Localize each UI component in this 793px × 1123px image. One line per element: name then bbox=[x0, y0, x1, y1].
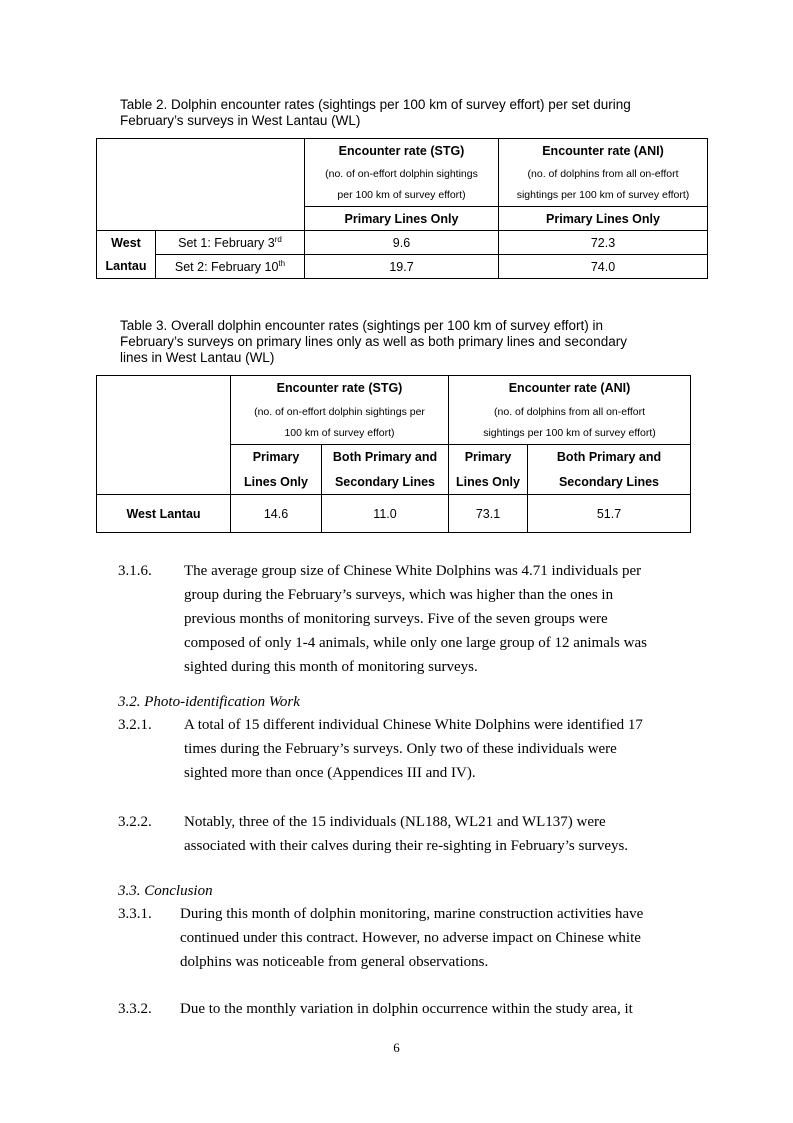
table-row bbox=[97, 231, 708, 255]
table3-stg-primary-value: 14.6 bbox=[231, 495, 322, 533]
table3-ani-sub2: sightings per 100 km of survey effort) bbox=[449, 423, 691, 445]
table2-ani-primary: Primary Lines Only bbox=[499, 207, 708, 231]
paragraph-line: composed of only 1-4 animals, while only one large group of 12 animals was bbox=[184, 635, 647, 651]
table2-ani-sub2: sightings per 100 km of survey effort) bbox=[499, 185, 708, 207]
paragraph-line: During this month of dolphin monitoring, marine construction activities have bbox=[180, 906, 644, 922]
table-row bbox=[97, 255, 708, 279]
paragraph-number: 3.1.6. bbox=[118, 563, 152, 579]
paragraph-line: dolphins was noticeable from general observations. bbox=[180, 954, 489, 970]
paragraph-number: 3.3.1. bbox=[118, 906, 152, 922]
paragraph-line: Due to the monthly variation in dolphin occurrence within the study area, it bbox=[180, 1001, 633, 1017]
table3-ani-sub1: (no. of dolphins from all on-effort bbox=[449, 401, 691, 423]
paragraph-line: previous months of monitoring surveys. Five of the seven groups were bbox=[184, 611, 608, 627]
table3-caption-line1: Table 3. Overall dolphin encounter rates (sightings per 100 km of survey effort) in bbox=[120, 318, 604, 333]
table3-caption-line3: lines in West Lantau (WL) bbox=[120, 350, 275, 365]
table3-ani-primary-line2: Lines Only bbox=[449, 470, 528, 495]
paragraph-line: associated with their calves during their re-sighting in February’s surveys. bbox=[184, 838, 629, 854]
table2-stg-primary: Primary Lines Only bbox=[305, 207, 499, 231]
table2-area-lantau: Lantau bbox=[97, 255, 156, 279]
table3-caption-line2: February’s surveys on primary lines only as well as both primary lines and secondary bbox=[120, 334, 627, 349]
table3-ani-primary-line1: Primary bbox=[449, 445, 528, 470]
table3 bbox=[96, 375, 691, 533]
table3-stg-both-line1: Both Primary and bbox=[322, 445, 449, 470]
table2-ani-value: 72.3 bbox=[499, 231, 708, 255]
table3-ani-both-value: 51.7 bbox=[528, 495, 691, 533]
section-heading-3-3: 3.3. Conclusion bbox=[118, 883, 213, 899]
section-heading-3-2: 3.2. Photo-identification Work bbox=[118, 694, 300, 710]
table2-caption-line1: Table 2. Dolphin encounter rates (sightings per 100 km of survey effort) per set during bbox=[120, 97, 631, 112]
table3-stg-both-line2: Secondary Lines bbox=[322, 470, 449, 495]
table3-caption bbox=[120, 318, 690, 366]
paragraph-line: A total of 15 different individual Chinese White Dolphins were identified 17 bbox=[184, 717, 643, 733]
table3-stg-sub2: 100 km of survey effort) bbox=[231, 423, 449, 445]
table2-caption bbox=[120, 97, 690, 129]
table3-ani-both-line1: Both Primary and bbox=[528, 445, 691, 470]
table2-empty-corner bbox=[97, 139, 305, 231]
table2-stg-sub2: per 100 km of survey effort) bbox=[305, 185, 499, 207]
table-row bbox=[97, 495, 691, 533]
table2-stg-sub1: (no. of on-effort dolphin sightings bbox=[305, 163, 499, 185]
paragraph-line: The average group size of Chinese White Dolphins was 4.71 individuals per bbox=[184, 563, 642, 579]
table2-stg-value: 19.7 bbox=[305, 255, 499, 279]
table3-stg-both-value: 11.0 bbox=[322, 495, 449, 533]
paragraph-line: continued under this contract. However, no adverse impact on Chinese white bbox=[180, 930, 641, 946]
table2-set-label: Set 1: February 3rd bbox=[156, 231, 305, 255]
paragraph-line: times during the February’s surveys. Only two of these individuals were bbox=[184, 741, 617, 757]
table3-row-label: West Lantau bbox=[97, 495, 231, 533]
paragraph-line: sighted more than once (Appendices III and IV). bbox=[184, 765, 476, 781]
table3-ani-title: Encounter rate (ANI) bbox=[449, 376, 691, 401]
table2-caption-line2: February’s surveys in West Lantau (WL) bbox=[120, 113, 361, 128]
paragraph-number: 3.2.1. bbox=[118, 717, 152, 733]
table2-set-label: Set 2: February 10th bbox=[156, 255, 305, 279]
paragraph-line: group during the February’s surveys, which was higher than the ones in bbox=[184, 587, 614, 603]
table3-stg-sub1: (no. of on-effort dolphin sightings per bbox=[231, 401, 449, 423]
table2-ani-value: 74.0 bbox=[499, 255, 708, 279]
table3-stg-primary-line1: Primary bbox=[231, 445, 322, 470]
table2-ani-sub1: (no. of dolphins from all on-effort bbox=[499, 163, 708, 185]
paragraph-number: 3.3.2. bbox=[118, 1001, 152, 1017]
table3-stg-title: Encounter rate (STG) bbox=[231, 376, 449, 401]
paragraph-line: sighted during this month of monitoring surveys. bbox=[184, 659, 478, 675]
table2-ani-title: Encounter rate (ANI) bbox=[499, 139, 708, 163]
paragraph-line: Notably, three of the 15 individuals (NL188, WL21 and WL137) were bbox=[184, 814, 606, 830]
table2 bbox=[96, 138, 708, 279]
page-number: 6 bbox=[393, 1040, 400, 1055]
table2-stg-title: Encounter rate (STG) bbox=[305, 139, 499, 163]
table2-stg-value: 9.6 bbox=[305, 231, 499, 255]
table3-ani-primary-value: 73.1 bbox=[449, 495, 528, 533]
table3-ani-both-line2: Secondary Lines bbox=[528, 470, 691, 495]
table3-stg-primary-line2: Lines Only bbox=[231, 470, 322, 495]
table3-empty-corner bbox=[97, 376, 231, 495]
paragraph-number: 3.2.2. bbox=[118, 814, 152, 830]
table2-area-west: West bbox=[97, 231, 156, 255]
